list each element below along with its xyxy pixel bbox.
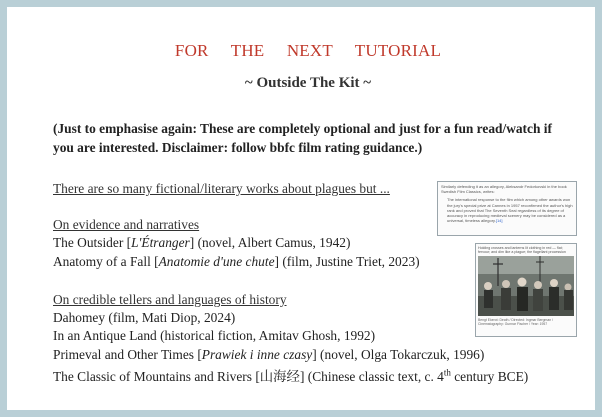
film-still-image [478, 256, 574, 316]
section-heading-evidence[interactable]: On evidence and narratives [53, 217, 200, 232]
emphasis-note: (Just to emphasise again: These are completely optional and just for a fun read/watch if you are interested. Disclaimer: follow bbfc film rating guidance.) [53, 121, 552, 155]
list-item-outsider: The Outsider [L'Étranger] (novel, Albert Camus, 1942) [53, 235, 351, 250]
list-item-primeval: Primeval and Other Times [Prawiek i inne czasy] (novel, Olga Tokarczuk, 1996) [53, 347, 485, 362]
excerpt-screenshot [437, 181, 577, 236]
slide-title: FOR THE NEXT TUTORIAL [174, 41, 442, 60]
list-item-antique-land: In an Antique Land (historical fiction, Amitav Ghosh, 1992) [53, 328, 376, 343]
film-still-caption: Holding crosses and lanterns lit clothing in red — flat; fervour; and dim like a plague; the flagellant procession [478, 246, 566, 255]
excerpt-quote: The international response to the film which among other awards won the jury's special prize at Cannes in 1957 reconfirmed the author's high rank and proved that The Seventh Seal regardless of its degree of accuracy in reproducing medieval scenery may be considered as a universal, timeless allegory.[14] [447, 197, 573, 224]
section-heading-tellers[interactable]: On credible tellers and languages of history [53, 292, 287, 307]
film-still-credits: Bengt Ekerot: Death / Directed: Ingmar Bergman / Cinematography: Gunnar Fischer / Year: 1957 [478, 318, 554, 327]
slide-subtitle: ~ Outside The Kit ~ [244, 75, 372, 91]
list-item-classic-mountains-rivers: The Classic of Mountains and Rivers [山海经] (Chinese classic text, c. 4th century BCE) [53, 367, 529, 384]
list-item-dahomey: Dahomey (film, Mati Diop, 2024) [53, 310, 236, 325]
film-still-screenshot [475, 243, 577, 337]
list-item-anatomy-of-a-fall: Anatomy of a Fall [Anatomie d'une chute] (film, Justine Triet, 2023) [53, 254, 420, 269]
intro-line[interactable]: There are so many fictional/literary works about plagues but ... [53, 181, 390, 196]
excerpt-paragraph: Similarly defending it as an allegory, Aleksandr Fedorkovski in the book Swedish Film Classics, writes: [441, 184, 567, 195]
